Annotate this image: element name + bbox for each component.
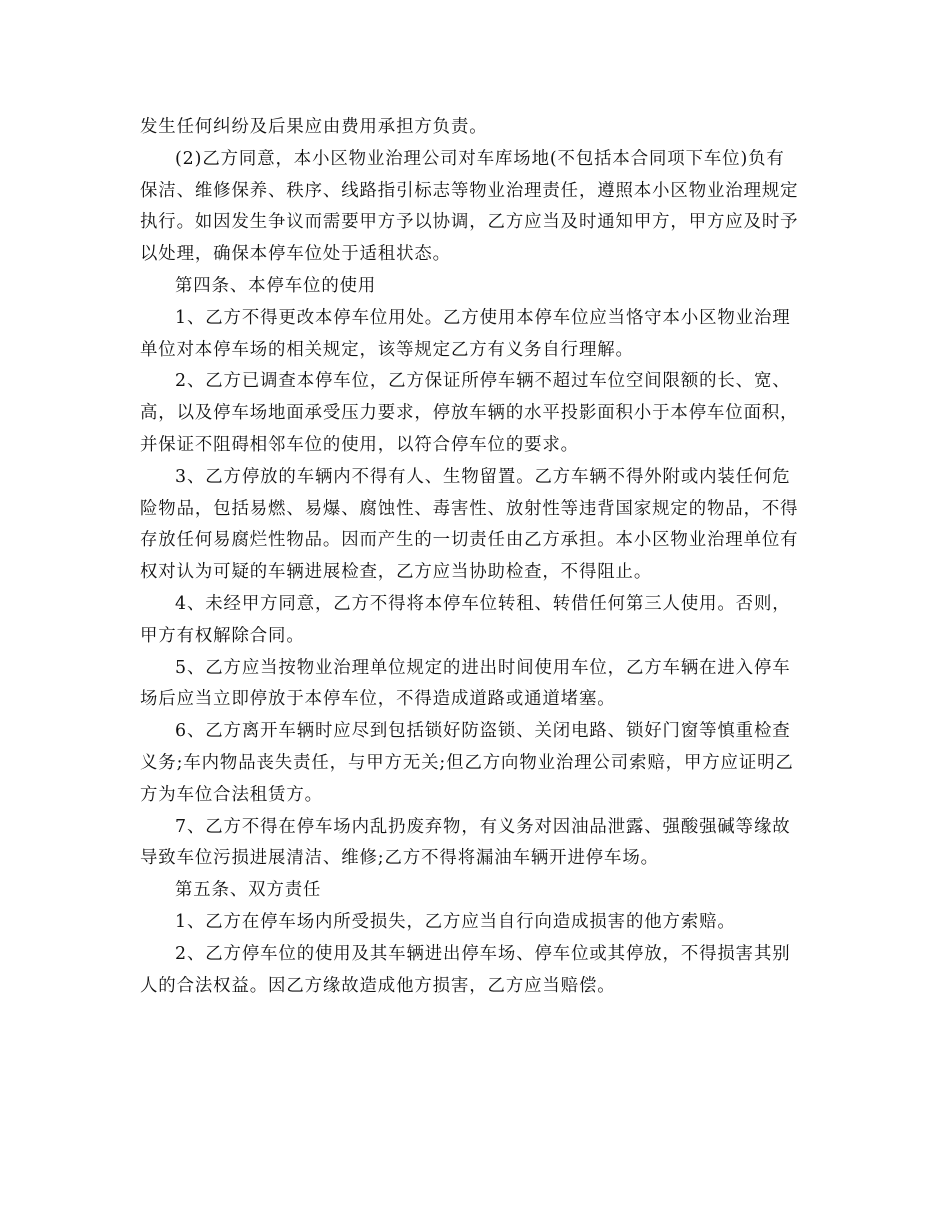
text-line: 6、乙方离开车辆时应尽到包括锁好防盗锁、关闭电路、锁好门窗等慎重检查 bbox=[175, 721, 791, 742]
text-line: 4、未经甲方同意，乙方不得将本停车位转租、转借任何第三人使用。否则， bbox=[175, 593, 791, 614]
text-line: 权对认为可疑的车辆进展检查，乙方应当协助检查，不得阻止。 bbox=[140, 562, 653, 583]
text-line: 1、乙方在停车场内所受损失，乙方应当自行向造成损害的他方索赔。 bbox=[175, 911, 736, 932]
text-line: 第四条、本停车位的使用 bbox=[175, 275, 377, 296]
text-line: 以处理，确保本停车位处于适租状态。 bbox=[140, 244, 451, 265]
text-line: 存放任何易腐烂性物品。因而产生的一切责任由乙方承担。本小区物业治理单位有 bbox=[140, 530, 799, 551]
text-line: 3、乙方停放的车辆内不得有人、生物留置。乙方车辆不得外附或内装任何危 bbox=[175, 466, 791, 487]
text-line: 发生任何纠纷及后果应由费用承担方负责。 bbox=[140, 117, 488, 137]
text-line: 义务;车内物品丧失责任，与甲方无关;但乙方向物业治理公司索赔，甲方应证明乙 bbox=[140, 752, 794, 773]
text-line: 险物品，包括易燃、易爆、腐蚀性、毒害性、放射性等违背国家规定的物品，不得 bbox=[140, 498, 799, 519]
text-line: 人的合法权益。因乙方缘故造成他方损害，乙方应当赔偿。 bbox=[140, 975, 616, 996]
text-line: 2、乙方停车位的使用及其车辆进出停车场、停车位或其停放，不得损害其别 bbox=[175, 943, 791, 964]
text-line: 导致车位污损进展清洁、维修;乙方不得将漏油车辆开进停车场。 bbox=[140, 848, 659, 869]
text-line: 场后应当立即停放于本停车位，不得造成道路或通道堵塞。 bbox=[140, 689, 616, 710]
text-line: 7、乙方不得在停车场内乱扔废弃物，有义务对因油品泄露、强酸强碱等缘故 bbox=[175, 816, 791, 837]
text-line: 保洁、维修保养、秩序、线路指引标志等物业治理责任，遵照本小区物业治理规定 bbox=[140, 180, 799, 201]
text-line: 高，以及停车场地面承受压力要求，停放车辆的水平投影面积小于本停车位面积， bbox=[140, 403, 799, 424]
text-line: 5、乙方应当按物业治理单位规定的进出时间使用车位，乙方车辆在进入停车 bbox=[175, 657, 791, 678]
text-line: 单位对本停车场的相关规定，该等规定乙方有义务自行理解。 bbox=[140, 339, 634, 360]
text-line: 甲方有权解除合同。 bbox=[140, 625, 305, 646]
text-line: 并保证不阻碍相邻车位的使用，以符合停车位的要求。 bbox=[140, 434, 579, 455]
text-line: (2)乙方同意，本小区物业治理公司对车库场地(不包括本合同项下车位)负有 bbox=[175, 148, 785, 169]
text-line: 第五条、双方责任 bbox=[175, 880, 322, 901]
text-line: 1、乙方不得更改本停车位用处。乙方使用本停车位应当恪守本小区物业治理 bbox=[175, 307, 791, 328]
text-line: 执行。如因发生争议而需要甲方予以协调，乙方应当及时通知甲方，甲方应及时予 bbox=[140, 212, 799, 233]
document-body bbox=[140, 112, 810, 1002]
text-line: 方为车位合法租赁方。 bbox=[140, 784, 323, 805]
text-line: 2、乙方已调查本停车位，乙方保证所停车辆不超过车位空间限额的长、宽、 bbox=[175, 371, 791, 392]
